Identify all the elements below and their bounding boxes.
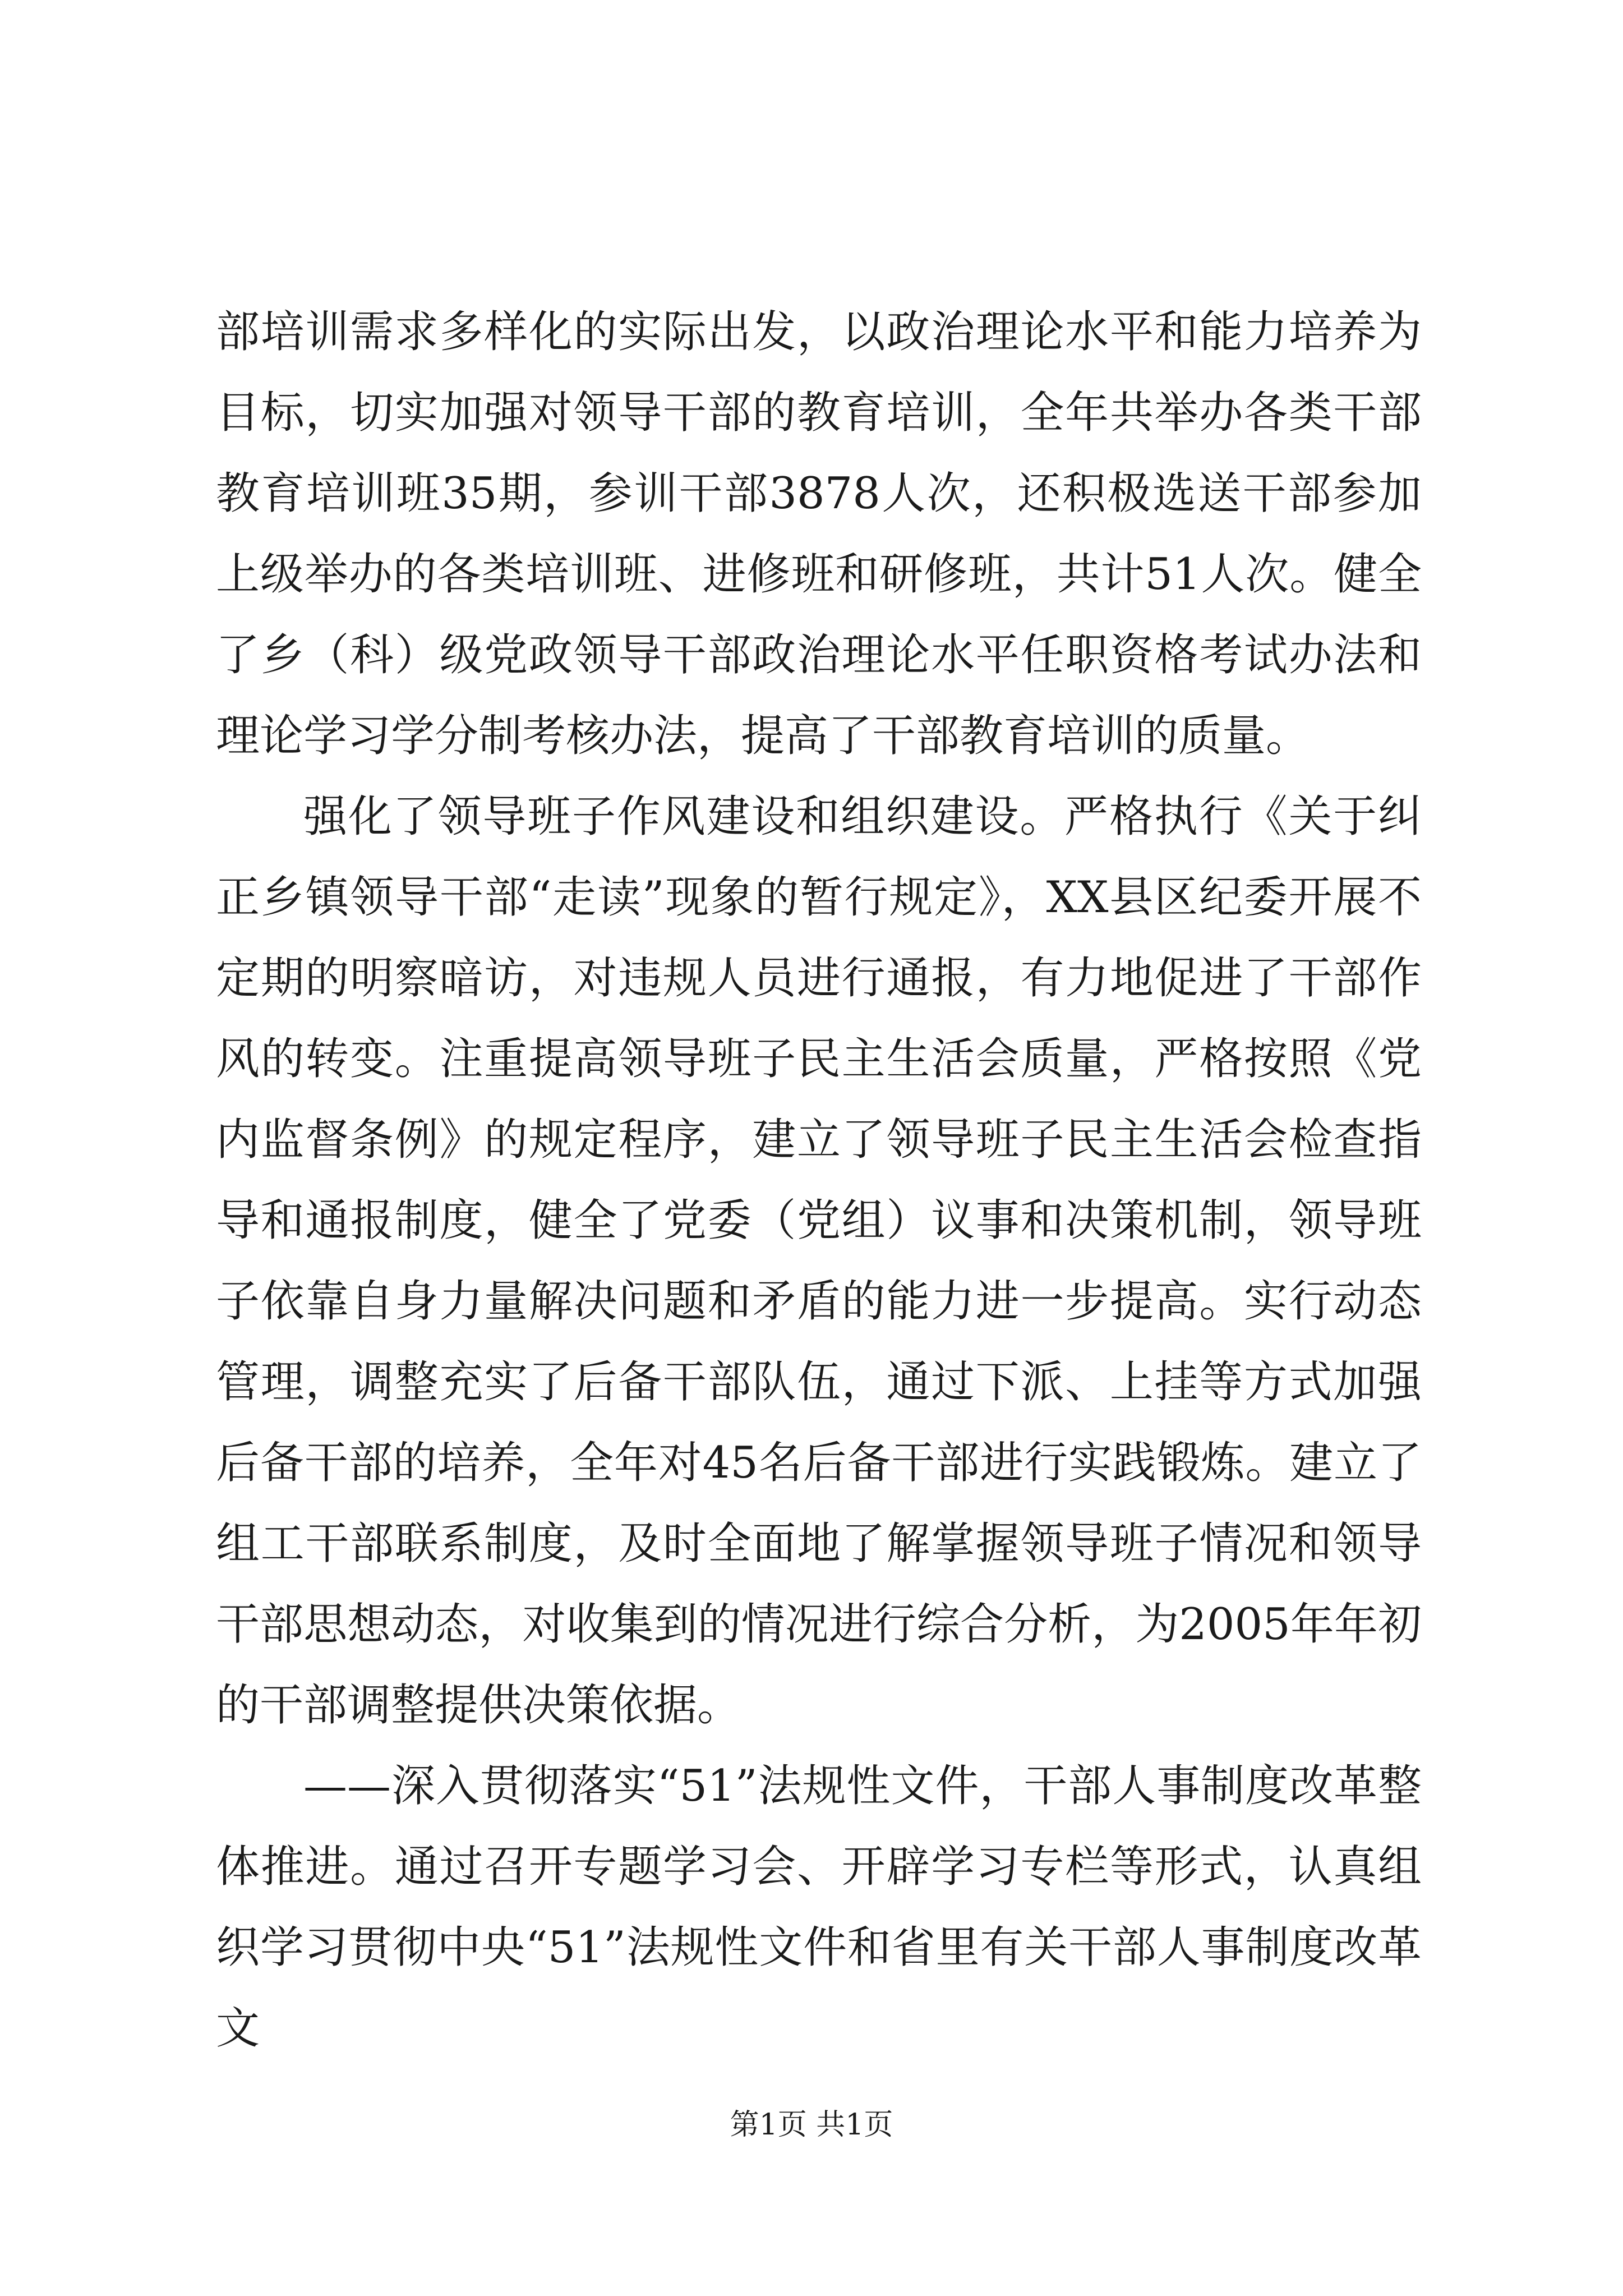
page-footer: 第1页 共1页	[730, 2108, 893, 2142]
document-body	[216, 292, 1422, 2069]
paragraph-leadership-style: 强化了领导班子作风建设和组织建设。严格执行《关于纠正乡镇领导干部“走读”现象的暂行规定》，XX县区纪委开展不定期的明察暗访，对违规人员进行通报，有力地促进了干部作风的转变。注重提高领导班子民主生活会质量，严格按照《党内监督条例》的规定程序，建立了领导班子民主生活会检查指导和通报制度，健全了党委（党组）议事和决策机制，领导班子依靠自身力量解决问题和矛盾的能力进一步提高。实行动态管理，调整充实了后备干部队伍，通过下派、上挂等方式加强后备干部的培养，全年对45名后备干部进行实践锻炼。建立了组工干部联系制度，及时全面地了解掌握领导班子情况和领导干部思想动态，对收集到的情况进行综合分析，为2005年年初的干部调整提供决策依据。	[216, 792, 1422, 1731]
paragraph-continuation: 部培训需求多样化的实际出发，以政治理论水平和能力培养为目标，切实加强对领导干部的教育培训，全年共举办各类干部教育培训班35期，参训干部3878人次，还积极选送干部参加上级举办的各类培训班、进修班和研修班，共计51人次。健全了乡（科）级党政领导干部政治理论水平任职资格考试办法和理论学习学分制考核办法，提高了干部教育培训的质量。	[216, 307, 1422, 761]
paragraph-personnel-reform: ——深入贯彻落实“51”法规性文件，干部人事制度改革整体推进。通过召开专题学习会、开辟学习专栏等形式，认真组织学习贯彻中央“51”法规性文件和省里有关干部人事制度改革文	[216, 1761, 1422, 2054]
